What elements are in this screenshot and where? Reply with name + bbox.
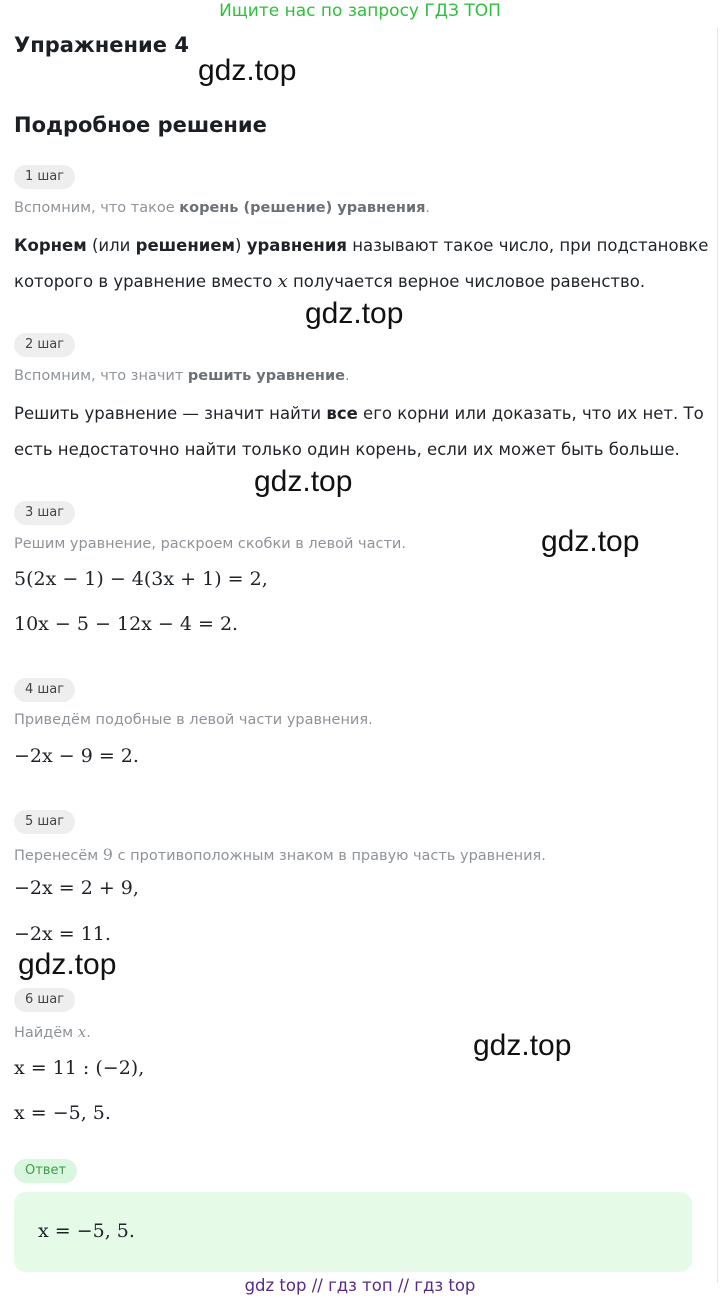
page-title: Упражнение 4 [14, 33, 189, 57]
step-badge: 2 шаг [14, 333, 75, 357]
equation: 10x − 5 − 12x − 4 = 2. [14, 613, 239, 635]
footer-links[interactable]: gdz top // гдз топ // гдз top [244, 1276, 476, 1295]
step-hint: Найдём x. [14, 1023, 91, 1041]
answer-badge: Ответ [14, 1159, 77, 1183]
equation: −2x = 11. [14, 923, 111, 945]
watermark: gdz.top [541, 525, 640, 558]
equation: x = 11 : (−2), [14, 1057, 145, 1079]
watermark: gdz.top [198, 54, 297, 87]
equation: 5(2x − 1) − 4(3x + 1) = 2, [14, 568, 268, 590]
watermark: gdz.top [18, 948, 117, 981]
section-title: Подробное решение [14, 113, 267, 137]
step-hint: Решим уравнение, раскроем скобки в левой части. [14, 536, 406, 552]
answer-equation: x = −5, 5. [38, 1220, 135, 1242]
equation: −2x − 9 = 2. [14, 745, 139, 767]
watermark: gdz.top [254, 465, 353, 498]
step-hint: Вспомним, что такое корень (решение) уравнения. [14, 200, 431, 216]
equation: x = −5, 5. [14, 1102, 111, 1124]
search-banner[interactable]: Ищите нас по запросу ГДЗ ТОП [219, 1, 501, 21]
step-hint: Приведём подобные в левой части уравнения. [14, 712, 373, 728]
step-text: есть недостаточно найти только один корень, если их может быть больше. [14, 440, 680, 459]
divider [717, 28, 718, 1283]
watermark: gdz.top [305, 297, 404, 330]
step-text: Корнем (или решением) уравнения называют такое число, при подстановке [14, 236, 709, 255]
watermark: gdz.top [473, 1029, 572, 1062]
step-text: которого в уравнение вместо x получается верное числовое равенство. [14, 271, 646, 292]
step-badge: 3 шаг [14, 501, 75, 525]
step-badge: 1 шаг [14, 165, 75, 189]
step-badge: 6 шаг [14, 988, 75, 1012]
equation: −2x = 2 + 9, [14, 877, 139, 899]
step-hint: Вспомним, что значит решить уравнение. [14, 368, 350, 384]
step-hint: Перенесём 9 с противоположным знаком в правую часть уравнения. [14, 845, 546, 864]
step-badge: 5 шаг [14, 810, 75, 834]
step-text: Решить уравнение — значит найти все его корни или доказать, что их нет. То [14, 404, 704, 423]
step-badge: 4 шаг [14, 678, 75, 702]
